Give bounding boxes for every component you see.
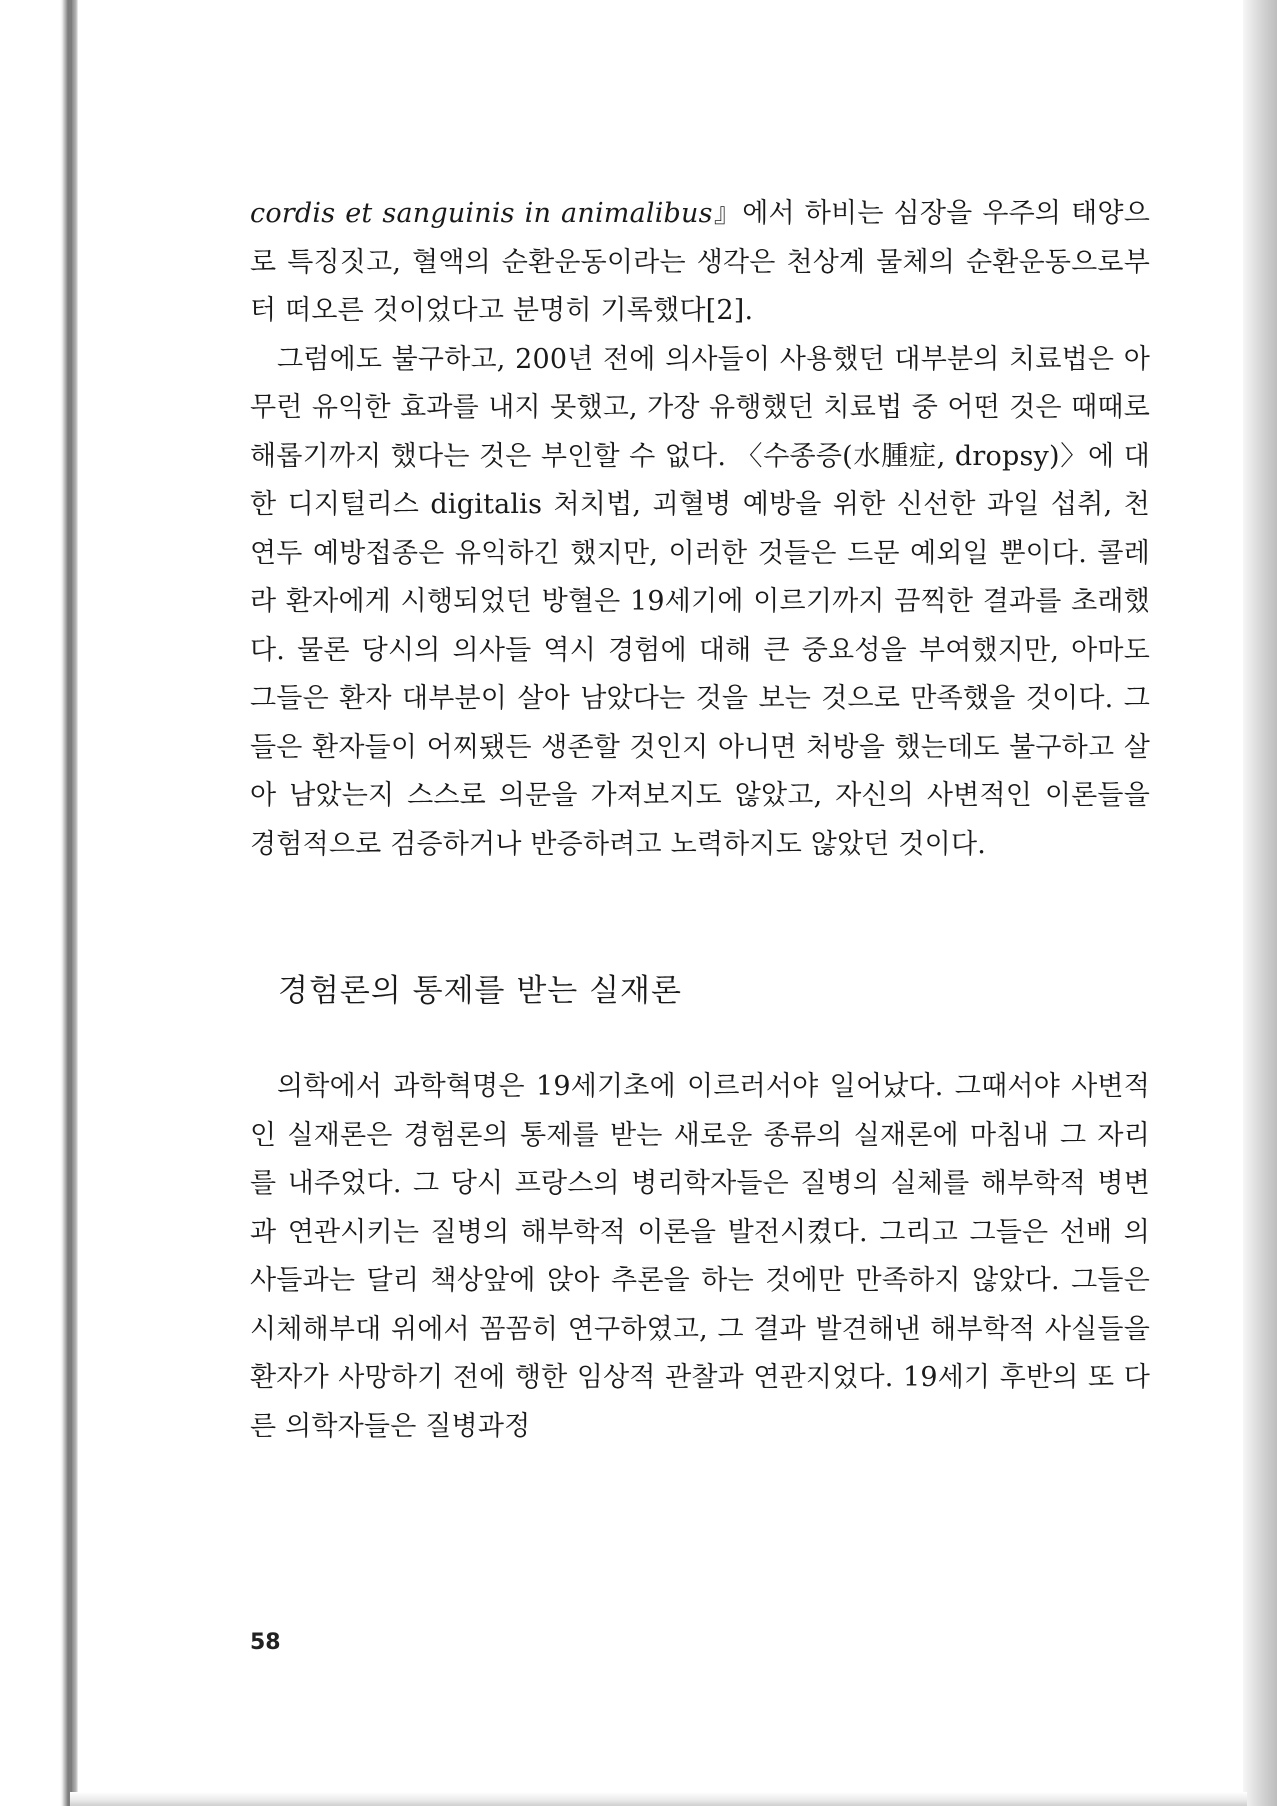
page-bottom-edge	[70, 1792, 1247, 1806]
section-spacer	[250, 869, 1150, 969]
closing-bracket: 』	[712, 198, 743, 229]
section-spacer	[250, 1013, 1150, 1063]
paragraph-therapies: 그럼에도 불구하고, 200년 전에 의사들이 사용했던 대부분의 치료법은 아무런 유익한 효과를 내지 못했고, 가장 유행했던 치료법 중 어떤 것은 때때로 해롭기까지 했다는 것은 부인할 수 없다. 〈수종증(水腫症, dropsy)〉에 대한 디지털리스 digitalis 처치법, 괴혈병 예방을 위한 신선한 과일 섭취, 천연두 예방접종은 유익하긴 했지만, 이러한 것들은 드문 예외일 뿐이다. 콜레라 환자에게 시행되었던 방혈은 19세기에 이르기까지 끔찍한 결과를 초래했다. 물론 당시의 의사들 역시 경험에 대해 큰 중요성을 부여했지만, 아마도 그들은 환자 대부분이 살아 남았다는 것을 보는 것으로 만족했을 것이다. 그들은 환자들이 어찌됐든 생존할 것인지 아니면 처방을 했는데도 불구하고 살아 남았는지 스스로 의문을 가져보지도 않았고, 자신의 사변적인 이론들을 경험적으로 검증하거나 반증하려고 노력하지도 않았던 것이다.	[250, 343, 1150, 860]
page-number: 58	[250, 1630, 281, 1655]
paragraph-scientific-revolution: 의학에서 과학혁명은 19세기초에 이르러서야 일어났다. 그때서야 사변적인 실재론은 경험론의 통제를 받는 새로운 종류의 실재론에 마침내 그 자리를 내주었다. 그 당시 프랑스의 병리학자들은 질병의 실체를 해부학적 병변과 연관시키는 질병의 해부학적 이론을 발전시켰다. 그리고 그들은 선배 의사들과는 달리 책상앞에 앉아 추론을 하는 것에만 만족하지 않았다. 그들은 시체해부대 위에서 꼼꼼히 연구하였고, 그 결과 발견해낸 해부학적 사실들을 환자가 사망하기 전에 행한 임상적 관찰과 연관지었다. 19세기 후반의 또 다른 의학자들은 질병과정	[250, 1071, 1150, 1442]
section-heading: 경험론의 통제를 받는 실재론	[278, 973, 682, 1009]
paragraph-continued	[250, 190, 1150, 336]
page-right-edge	[1243, 0, 1277, 1806]
latin-book-title: cordis et sanguinis in animalibus	[250, 198, 713, 229]
paragraph-text: 에서 하비는 심장을 우주의 태양으로 특징짓고, 혈액의 순환운동이라는 생각은 천상계 물체의 순환운동으로부터 떠오른 것이었다고 분명히 기록했다[2].	[250, 198, 1150, 326]
page-gutter-shadow	[0, 0, 78, 1806]
page-body	[250, 190, 1150, 1451]
